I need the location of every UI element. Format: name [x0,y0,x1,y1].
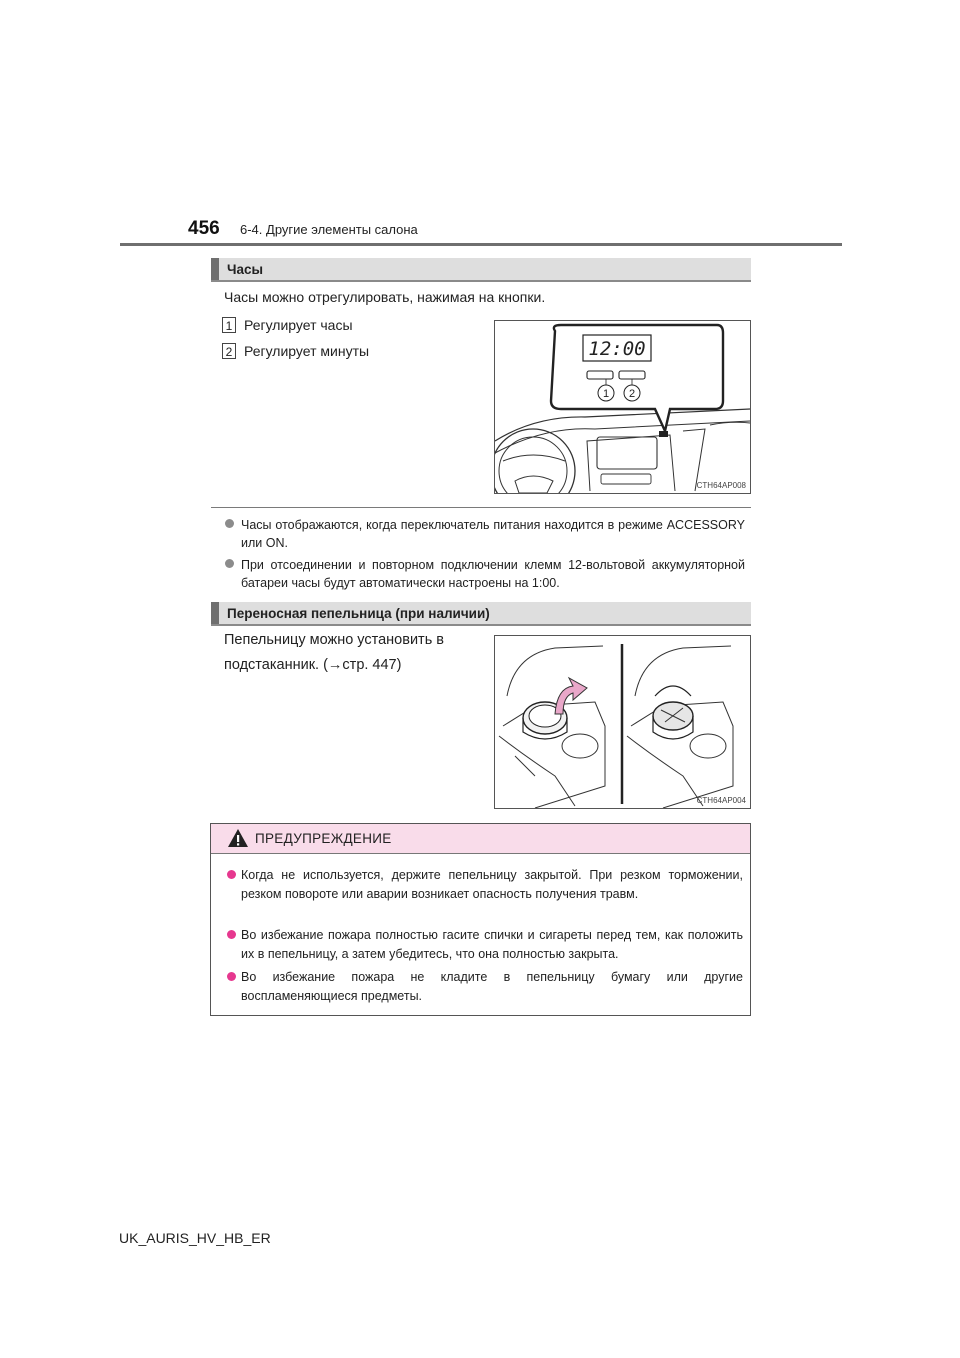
cupholder-drawing [495,636,750,808]
notes-divider [211,507,751,508]
clock-item-minutes: Регулирует минуты [244,343,370,359]
callout-number-2: 2 [222,343,236,359]
callout-1-label: 1 [602,388,610,400]
ashtray-illustration [494,635,751,809]
section-title-clock: Часы [227,262,264,277]
warning-title: ПРЕДУПРЕЖДЕНИЕ [255,831,392,846]
section-heading: 6-4. Другие элементы салона [240,222,418,237]
bullet-dot [225,559,234,568]
warning-header [211,824,750,854]
bullet-dot [227,972,236,981]
clock-intro-text: Часы можно отрегулировать, нажимая на кнопки. [224,289,546,305]
clock-item-hours: Регулирует часы [244,317,353,333]
section-bar-accent [211,602,219,624]
ashtray-text-line1: Пепельницу можно установить в [224,632,444,648]
clock-display-text: 12:00 [588,338,646,360]
section-bar-accent [211,258,219,280]
clock-note-2: При отсоединении и повторном подключении клемм 12-вольтовой аккумуляторной батареи часы будут автоматически настроены на 1:00. [225,556,745,592]
warning-triangle-icon [227,828,249,848]
section-bar-clock [211,258,751,282]
callout-2-label: 2 [628,388,636,400]
clock-illustration [494,320,751,494]
bullet-dot [227,870,236,879]
warning-item-2: Во избежание пожара полностью гасите спички и сигареты перед тем, как положить их в пепельницу, а затем убедитесь, что она полностью закрыта. [227,926,743,964]
figure-code-clock: CTH64AP008 [696,481,746,490]
ashtray-text-line2: подстаканник. (→стр. 447) [224,657,402,673]
header-rule [120,243,842,246]
bullet-dot [225,519,234,528]
warning-item-3: Во избежание пожара не кладите в пепельницу бумагу или другие воспламеняющиеся предметы. [227,968,743,1006]
figure-code-ashtray: CTH64AP004 [696,796,746,805]
document-code: UK_AURIS_HV_HB_ER [119,1230,271,1246]
page-number: 456 [188,218,220,239]
clock-note-1: Часы отображаются, когда переключатель питания находится в режиме ACCESSORY или ON. [225,516,745,552]
section-bar-ashtray [211,602,751,626]
bullet-dot [227,930,236,939]
callout-number-1: 1 [222,317,236,333]
warning-box [210,823,751,1016]
section-title-ashtray: Переносная пепельница (при наличии) [227,606,490,621]
warning-item-1: Когда не используется, держите пепельницу закрытой. При резком торможении, резком повороте или аварии возникает опасность получения травм. [227,866,743,904]
dashboard-drawing [495,321,750,493]
